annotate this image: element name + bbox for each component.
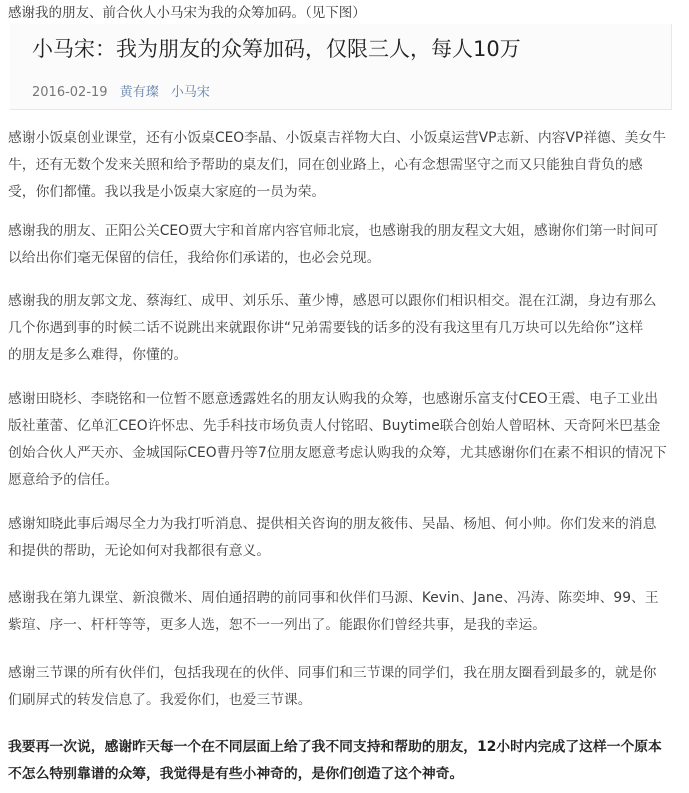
paragraph-investors: [8, 386, 681, 494]
paragraph-closing: [8, 734, 681, 788]
paragraph-helpers: [8, 511, 681, 565]
text-line: 们刷屏式的转发信息了。我爱你们，也爱三节课。: [8, 692, 312, 708]
text-line: 我要再一次说，感谢昨天每一个在不同层面上给了我不同支持和帮助的朋友，12小时内完成了这样一个原本: [8, 739, 662, 755]
text-line: 不怎么特别靠谱的众筹，我觉得是有些小神奇的，是你们创造了这个神奇。: [8, 766, 464, 782]
text-line: 感谢知晓此事后竭尽全力为我打听消息、提供相关咨询的朋友筱伟、吴晶、杨旭、何小帅。你们发来的消息: [8, 516, 657, 532]
paragraph-colleagues: [8, 585, 681, 639]
article-screenshot-card: [10, 24, 672, 110]
text-line: 愿意给予的信任。: [8, 472, 119, 488]
text-line: 牛，还有无数个发来关照和给予帮助的桌友们，同在创业路上，心有念想需坚守之而又只能独自背负的感: [8, 157, 643, 173]
paragraph-zhengyang: [8, 218, 681, 272]
text-line: 受，你们都懂。我以我是小饭桌大家庭的一员为荣。: [8, 184, 326, 200]
text-line: 感谢小饭桌创业课堂，还有小饭桌CEO李晶、小饭桌吉祥物大白、小饭桌运营VP志新、内容VP祥德、美女牛: [8, 130, 666, 146]
paragraph-friends: [8, 288, 681, 369]
text-line: 感谢三节课的所有伙伴们，包括我现在的伙伴、同事们和三节课的同学们，我在朋友圈看到最多的，就是你: [8, 665, 657, 681]
article-meta: [32, 84, 218, 102]
article-account: 小马宋: [170, 85, 210, 100]
article-author: 黄有璨: [119, 85, 159, 100]
text-line: 创始合伙人严天亦、金城国际CEO曹丹等7位朋友愿意考虑认购我的众筹，尤其感谢你们在素不相识的情况下: [8, 445, 667, 461]
article-title: 小马宋：我为朋友的众筹加码，仅限三人，每人10万: [32, 37, 521, 61]
text-line: 版社董蕾、亿单汇CEO许怀忠、先手科技市场负责人付铭昭、Buytime联合创始人曾昭林、天奇阿米巴基金: [8, 418, 661, 434]
text-line: 的朋友是多么难得，你懂的。: [8, 347, 188, 363]
paragraph-sanjieke: [8, 660, 681, 714]
text-line: 感谢田晓杉、李晓铭和一位暂不愿意透露姓名的朋友认购我的众筹，也感谢乐富支付CEO王震、电子工业出: [8, 391, 659, 407]
text-line: 紫瑄、序一、杆杆等等，更多人选，恕不一一列出了。能跟你们曾经共事，是我的幸运。: [8, 617, 547, 633]
text-line: 感谢我的朋友郭文龙、蔡海红、成甲、刘乐乐、董少博，感恩可以跟你们相识相交。混在江湖，身边有那么: [8, 293, 657, 309]
text-line: 几个你遇到事的时候二话不说跳出来就跟你讲“兄弟需要钱的话多的没有我这里有几万块可以先给你”这样: [8, 320, 644, 336]
article-date: 2016-02-19: [32, 85, 108, 100]
text-line: 以给出你们毫无保留的信任，我给你们承诺的，也必会兑现。: [8, 250, 381, 266]
paragraph-xiaofanzhuo: [8, 125, 681, 206]
text-line: 感谢我的朋友、正阳公关CEO贾大宇和首席内容官师北宸，也感谢我的朋友程文大姐，感谢你们第一时间可: [8, 223, 659, 239]
text-line: 和提供的帮助，无论如何对我都很有意义。: [8, 543, 271, 559]
text-line: 感谢我在第九课堂、新浪微米、周伯通招聘的前同事和伙伴们马源、Kevin、Jane、冯涛、陈奕坤、99、王: [8, 590, 659, 606]
image-caption: 感谢我的朋友、前合伙人小马宋为我的众筹加码。（见下图）: [8, 5, 366, 21]
